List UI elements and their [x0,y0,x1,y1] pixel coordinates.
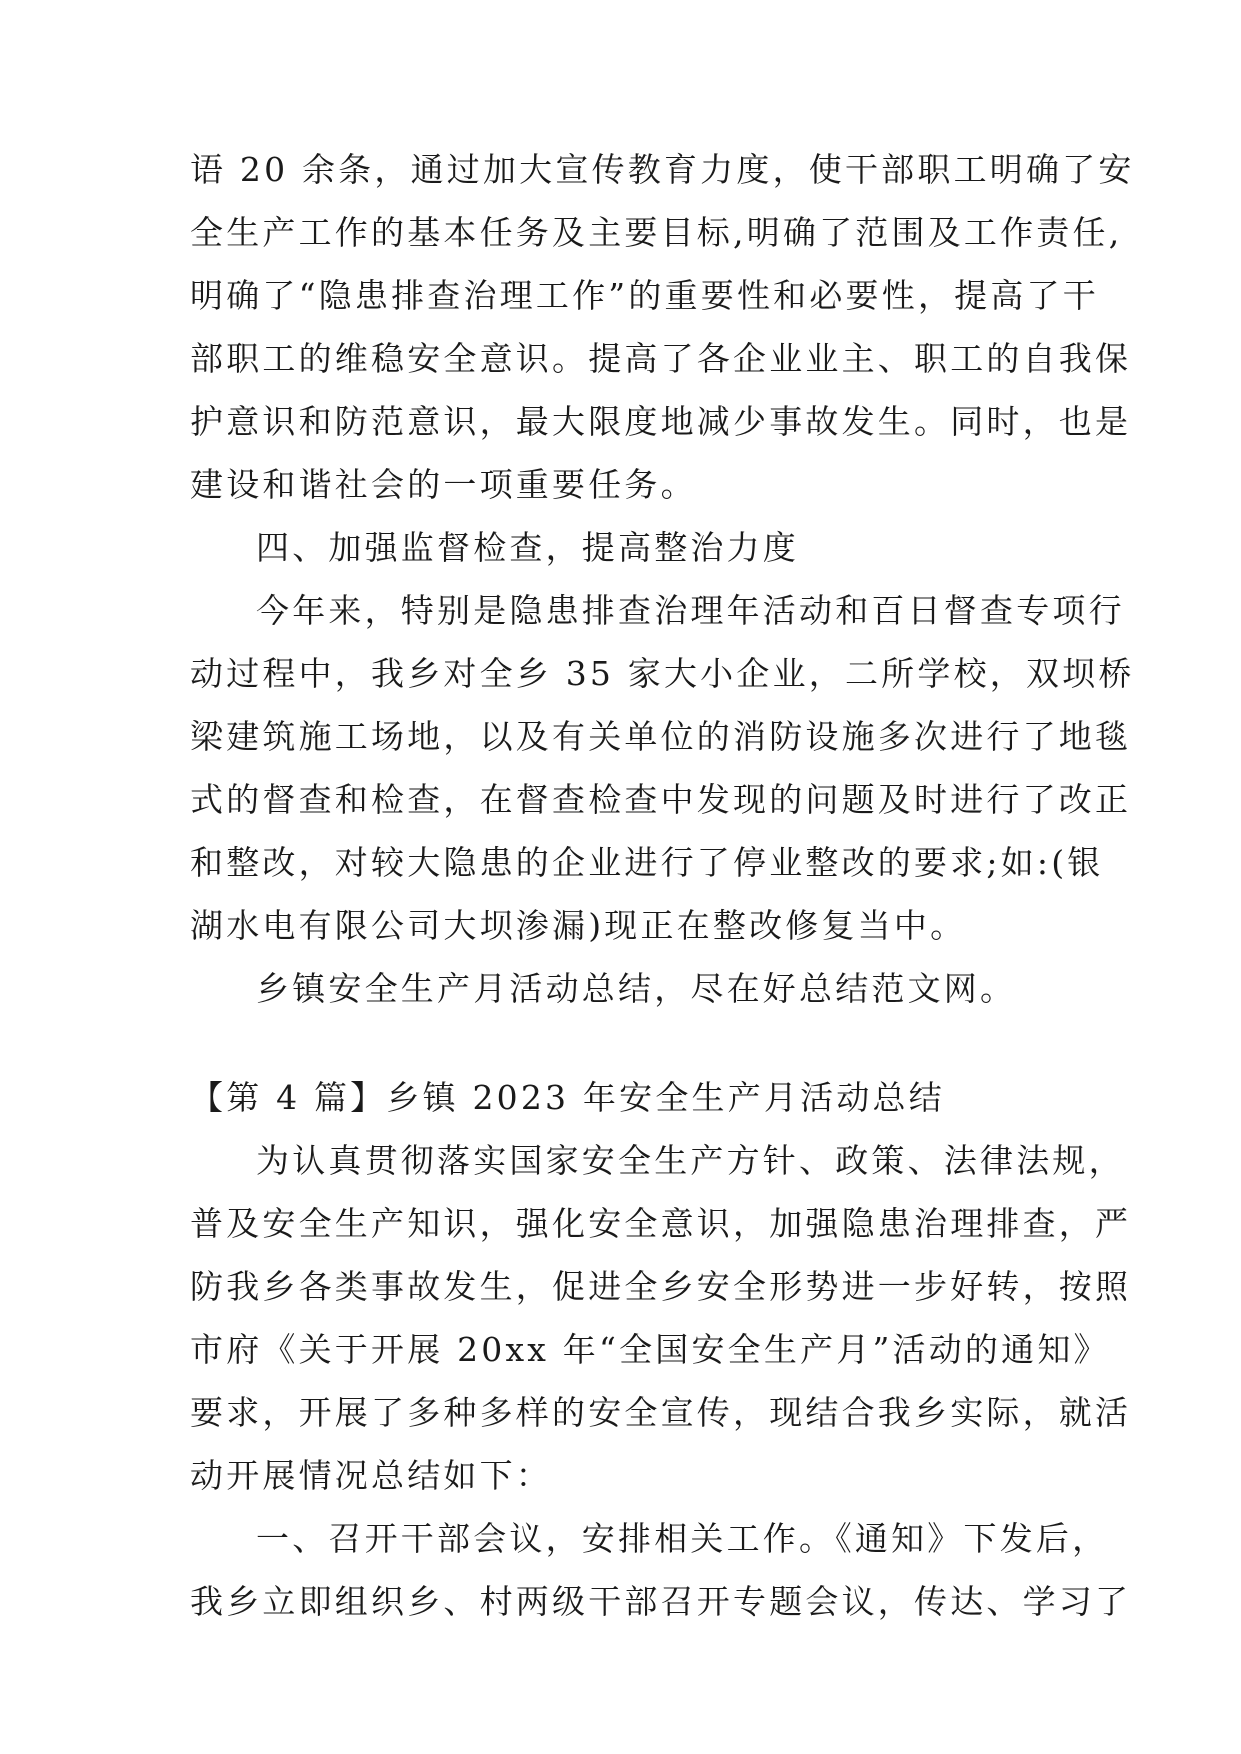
text-line: 明确了“隐患排查治理工作”的重要性和必要性，提高了干 [190,276,1099,315]
text-line: 为认真贯彻落实国家安全生产方针、政策、法律法规， [256,1141,1125,1180]
section-heading: 一、召开干部会议，安排相关工作。《通知》下发后， [256,1519,1109,1558]
text-line: 市府《关于开展 20xx 年“全国安全生产月”活动的通知》 [190,1330,1110,1369]
text-line: 建设和谐社会的一项重要任务。 [190,465,697,504]
article-title: 【第 4 篇】乡镇 2023 年安全生产月活动总结 [190,1078,945,1117]
text-line: 和整改，对较大隐患的企业进行了停业整改的要求;如:(银 [190,843,1104,882]
section-heading: 四、加强监督检查，提高整治力度 [256,528,799,567]
text-line: 要求，开展了多种多样的安全宣传，现结合我乡实际，就活 [190,1393,1132,1432]
text-line: 湖水电有限公司大坝渗漏)现正在整改修复当中。 [190,906,967,945]
text-line: 我乡立即组织乡、村两级干部召开专题会议，传达、学习了 [190,1582,1132,1621]
text-line: 语 20 余条，通过加大宣传教育力度，使干部职工明确了安 [190,150,1135,189]
text-line: 乡镇安全生产月活动总结，尽在好总结范文网。 [256,969,1017,1008]
text-line: 全生产工作的基本任务及主要目标,明确了范围及工作责任, [190,213,1123,252]
text-line: 梁建筑施工场地，以及有关单位的消防设施多次进行了地毯 [190,717,1132,756]
text-line: 护意识和防范意识，最大限度地减少事故发生。同时，也是 [190,402,1132,441]
text-line: 普及安全生产知识，强化安全意识，加强隐患治理排查，严 [190,1204,1132,1243]
text-line: 今年来，特别是隐患排查治理年活动和百日督查专项行 [256,591,1125,630]
text-line: 动过程中，我乡对全乡 35 家大小企业，二所学校，双坝桥 [190,654,1135,693]
text-line: 部职工的维稳安全意识。提高了各企业业主、职工的自我保 [190,339,1132,378]
text-line: 动开展情况总结如下： [190,1456,552,1495]
text-line: 防我乡各类事故发生，促进全乡安全形势进一步好转，按照 [190,1267,1132,1306]
text-line: 式的督查和检查，在督查检查中发现的问题及时进行了改正 [190,780,1132,819]
